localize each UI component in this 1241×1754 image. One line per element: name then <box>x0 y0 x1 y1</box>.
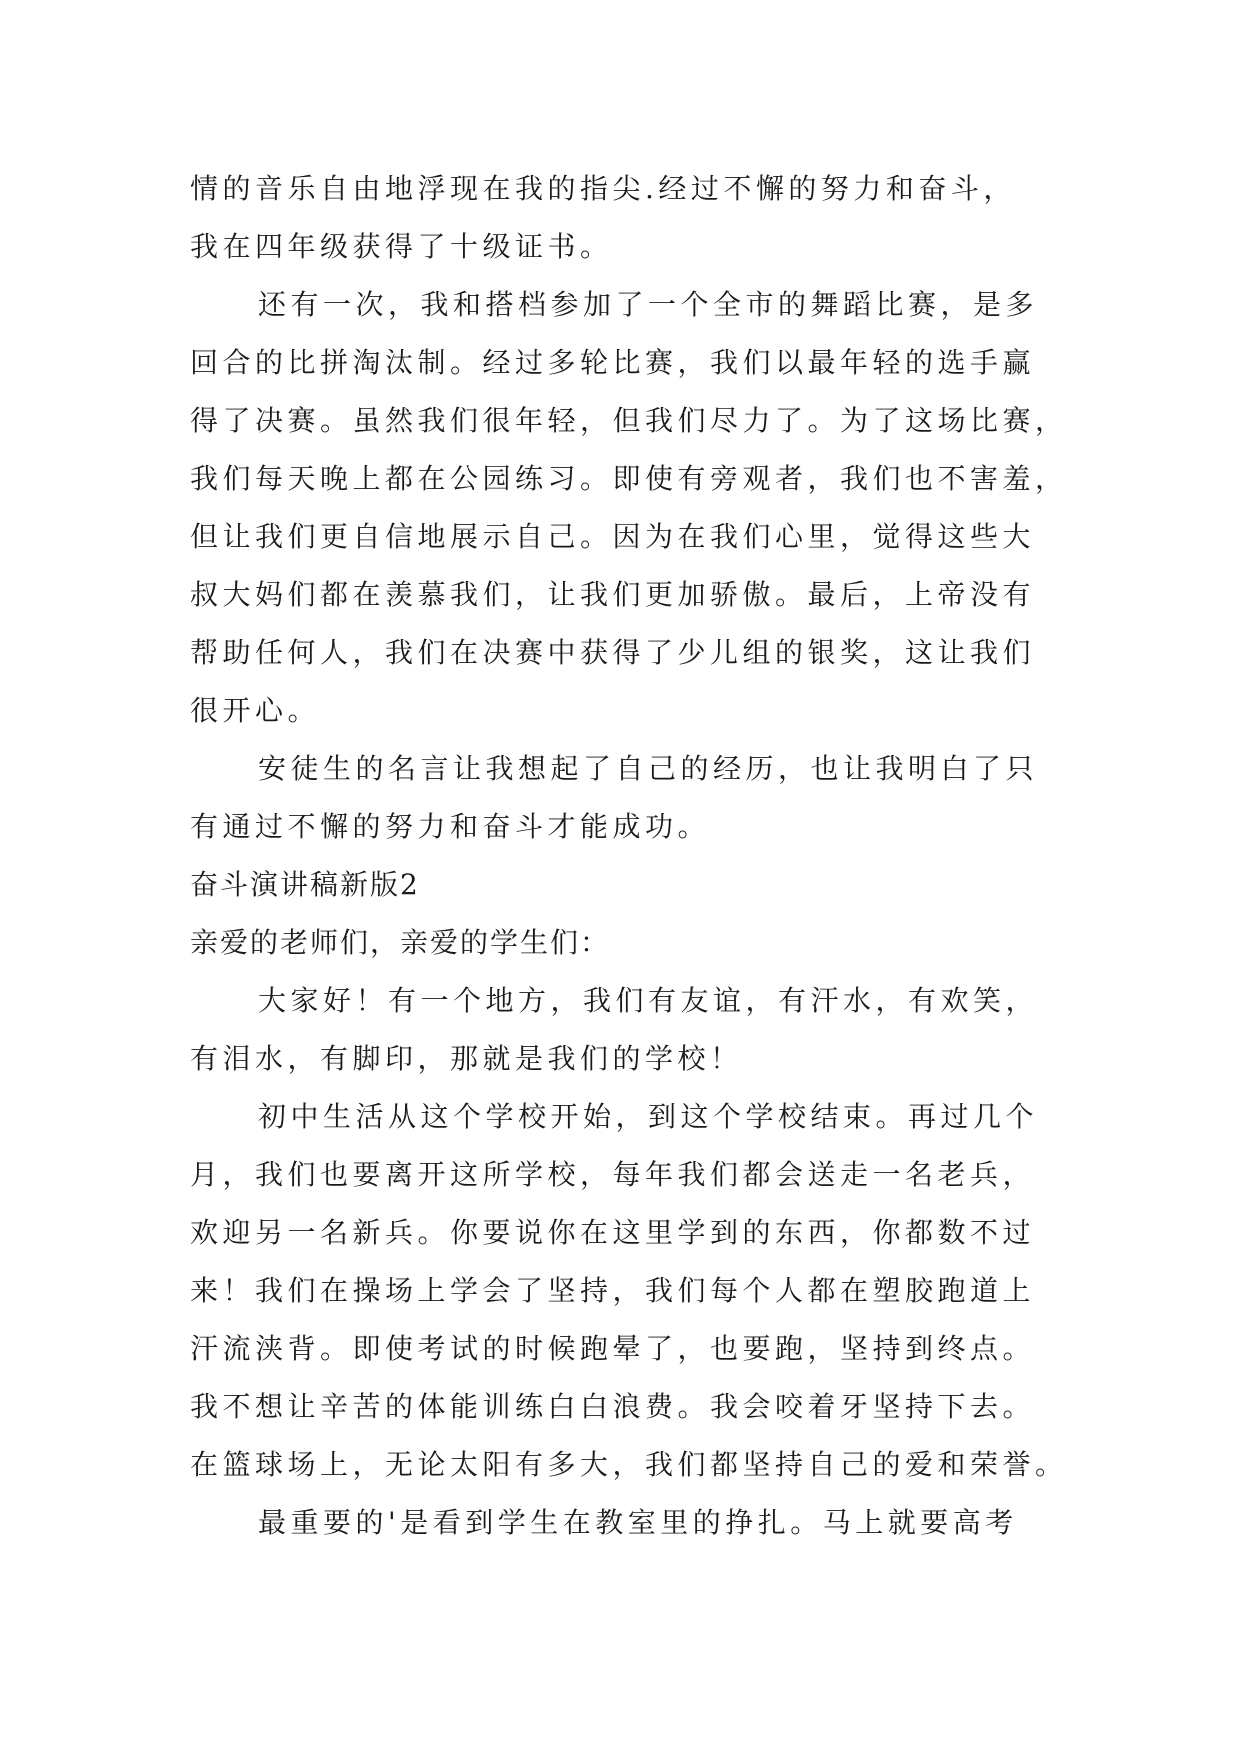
text-line: 初中生活从这个学校开始，到这个学校结束。再过几个 <box>258 1100 1039 1133</box>
text-line: 有通过不懈的努力和奋斗才能成功。 <box>190 810 711 843</box>
text-line: 叔大妈们都在羡慕我们，让我们更加骄傲。最后，上帝没有 <box>190 578 1036 611</box>
text-line: 情的音乐自由地浮现在我的指尖.经过不懈的努力和奋斗， <box>190 172 1016 205</box>
text-line: 月，我们也要离开这所学校，每年我们都会送走一名老兵， <box>190 1158 1036 1191</box>
text-line: 我们每天晚上都在公园练习。即使有旁观者，我们也不害羞， <box>190 462 1068 495</box>
text-line: 汗流浃背。即使考试的时候跑晕了，也要跑，坚持到终点。 <box>190 1332 1036 1365</box>
text-line: 大家好！有一个地方，我们有友谊，有汗水，有欢笑， <box>258 984 1039 1017</box>
text-line: 我不想让辛苦的体能训练白白浪费。我会咬着牙坚持下去。 <box>190 1390 1036 1423</box>
text-line: 得了决赛。虽然我们很年轻，但我们尽力了。为了这场比赛， <box>190 404 1068 437</box>
section-heading: 奋斗演讲稿新版2 <box>190 868 420 901</box>
text-line: 很开心。 <box>190 694 321 727</box>
text-line: 安徒生的名言让我想起了自己的经历，也让我明白了只 <box>258 752 1039 785</box>
text-line: 还有一次，我和搭档参加了一个全市的舞蹈比赛，是多 <box>258 288 1039 321</box>
text-line: 有泪水，有脚印，那就是我们的学校！ <box>190 1042 743 1075</box>
text-line: 帮助任何人，我们在决赛中获得了少儿组的银奖，这让我们 <box>190 636 1036 669</box>
text-line: 我在四年级获得了十级证书。 <box>190 230 613 263</box>
text-line: 在篮球场上，无论太阳有多大，我们都坚持自己的爱和荣誉。 <box>190 1448 1068 1481</box>
text-line: 回合的比拼淘汰制。经过多轮比赛，我们以最年轻的选手赢 <box>190 346 1036 379</box>
text-line: 但让我们更自信地展示自己。因为在我们心里，觉得这些大 <box>190 520 1036 553</box>
text-line: 来！我们在操场上学会了坚持，我们每个人都在塑胶跑道上 <box>190 1274 1036 1307</box>
salutation: 亲爱的老师们，亲爱的学生们： <box>190 926 611 959</box>
document-body <box>190 160 1070 1552</box>
text-line: 欢迎另一名新兵。你要说你在这里学到的东西，你都数不过 <box>190 1216 1036 1249</box>
text-line: 最重要的'是看到学生在教室里的挣扎。马上就要高考 <box>258 1506 1018 1539</box>
